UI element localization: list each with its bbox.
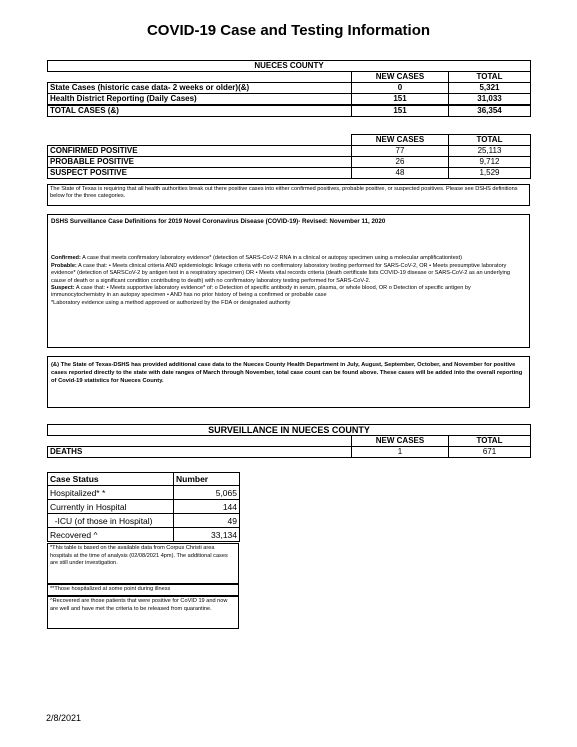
hospitalized-note: **Those hospitalized at some point during illness [47,584,239,596]
case-status-table [47,472,240,542]
state-data-note: (&) The State of Texas-DSHS has provided additional case data to the Nueces County Health Department in July, August, September, October, and November for positive cases reported directly to the state with date ranges of March through November, total case count can be found above. These cases will be added into the overall reporting of Covid-19 statistics for Nueces County. [47,356,530,408]
deaths-row: DEATHS 1 671 [48,447,531,458]
table-row: CONFIRMED POSITIVE 77 25,113 [48,146,531,157]
county-cases-table [47,60,531,117]
table-row: PROBABLE POSITIVE 26 9,712 [48,157,531,168]
positives-table: NEW CASES TOTAL CONFIRMED POSITIVE 77 25,113 PROBABLE POSITIVE 26 9,712 SUSPECT POSITIVE 48 1,529 [47,134,531,179]
definitions-heading: DSHS Surveillance Case Definitions for 2019 Novel Coronavirus Disease (COVID-19)- Revised: November 11, 2020 [51,218,386,225]
table-row: Health District Reporting (Daily Cases) 151 31,033 [48,94,531,106]
table-row: SUSPECT POSITIVE 48 1,529 [48,168,531,179]
total-cases-row: TOTAL CASES (&) 151 36,354 [48,105,531,117]
recovered-note: ^Recovered are those patients that were positive for CoVID 19 and now are well and have met the criteria to be released from quarantine. [47,596,239,629]
lab-evidence-note: *Laboratory evidence using a method approved or authorized by the FDA or designated authority [51,299,291,306]
footer-date: 2/8/2021 [46,713,82,723]
surveillance-header: SURVEILLANCE IN NUECES COUNTY [48,425,531,436]
definition-confirmed: Confirmed: A case that meets confirmatory laboratory evidence* (detection of SARS-CoV-2 RNA in a clinical or autopsy specimen using a molecular amplificationtest) [51,255,463,262]
table-row: -ICU (of those in Hospital) 49 [48,514,240,528]
definition-suspect: Suspect: A case that: • Meets supportive laboratory evidence* of: o Detection of specific antibody in serum, plasma, or whole blood, OR o Detection of specific antigen by immunocytochemistry in an autopsy specimen • AND has no prior history of being a confirmed or probable case [51,285,471,299]
col-total: TOTAL [449,72,531,83]
col-number: Number [174,473,240,486]
case-status-note: *This table is based on the available data from Corpus Christi area hospitals at the time of analysis (02/08/2021 4pm). The additional cases are still under investigation. [47,543,239,584]
surveillance-table: SURVEILLANCE IN NUECES COUNTY NEW CASES TOTAL DEATHS 1 671 [47,424,531,458]
county-header: NUECES COUNTY [48,61,531,72]
page-title: COVID-19 Case and Testing Information [146,22,431,39]
table-row: Hospitalized* * 5,065 [48,486,240,500]
positives-note: The State of Texas is requiring that all health authorities break out there positive cases into either confirmed positives, probable positive, or suspected positives. Please see DSHS definitions below for the three categories. [47,184,530,206]
definition-probable: Probable: A case that: • Meets clinical criteria AND epidemiologic linkage criteria with no confirmatory laboratory testing performed for SARS-CoV-2, OR • Meets presumptive laboratory evidence* (detection of SARSCoV-2 by antigen test in a respiratory specimen) OR • Meets vital records criteria (death certificate lists COVID-19 disease or SARS-CoV-2 as an underlying cause of death or a significant condition contributing to death) with no confirmatory laboratory testing performed for SARS-CoV-2. [51,262,510,284]
table-row: Recovered ^ 33,134 [48,528,240,542]
col-new-cases: NEW CASES [352,72,449,83]
definitions-box [47,214,530,348]
table-row: State Cases (historic case data- 2 weeks or older)(&) 0 5,321 [48,83,531,94]
table-row: Currently in Hospital 144 [48,500,240,514]
col-case-status: Case Status [48,473,174,486]
